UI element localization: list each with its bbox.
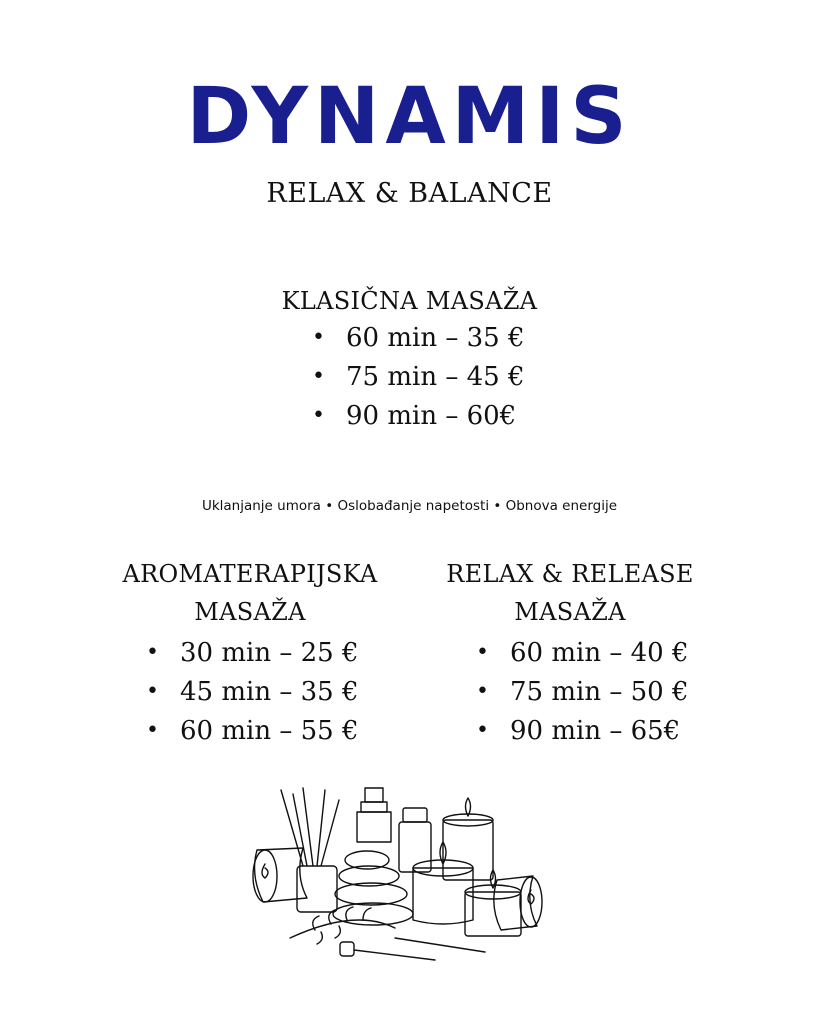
bullet-icon: •: [312, 364, 325, 389]
section-title-classic: KLASIČNA MASAŽA: [281, 287, 538, 315]
spa-items-illustration-icon: [245, 780, 545, 970]
bullet-icon: •: [146, 679, 159, 704]
bullet-icon: •: [312, 325, 325, 350]
price-list-release: [476, 633, 688, 750]
bullet-icon: •: [146, 640, 159, 665]
price-text: 60 min – 55 €: [180, 715, 359, 746]
price-list-aroma: [146, 633, 358, 750]
benefits-line: Uklanjanje umora • Oslobađanje napetosti • Obnova energije: [201, 498, 618, 514]
price-text: 60 min – 35 €: [346, 322, 525, 353]
list-item: [476, 711, 688, 750]
price-text: 75 min – 50 €: [510, 676, 689, 707]
price-text: 90 min – 60€: [346, 400, 517, 431]
bullet-icon: •: [146, 718, 159, 743]
price-text: 75 min – 45 €: [346, 361, 525, 392]
price-text: 90 min – 65€: [510, 715, 681, 746]
section-title-release: [410, 555, 730, 631]
title-line: MASAŽA: [514, 598, 626, 626]
bullet-icon: •: [312, 403, 325, 428]
bullet-icon: •: [476, 718, 489, 743]
list-item: [312, 318, 524, 357]
tagline: RELAX & BALANCE: [266, 178, 553, 209]
bullet-icon: •: [476, 679, 489, 704]
price-text: 30 min – 25 €: [180, 637, 359, 668]
list-item: [146, 633, 358, 672]
price-text: 45 min – 35 €: [180, 676, 359, 707]
price-text: 60 min – 40 €: [510, 637, 689, 668]
bullet-icon: •: [476, 640, 489, 665]
list-item: [146, 672, 358, 711]
list-item: [312, 357, 524, 396]
list-item: [312, 396, 524, 435]
list-item: [476, 672, 688, 711]
list-item: [146, 711, 358, 750]
title-line: RELAX & RELEASE: [446, 560, 694, 588]
list-item: [476, 633, 688, 672]
section-title-aroma: [90, 555, 410, 631]
brand-logo: DYNAMIS: [186, 72, 633, 162]
title-line: AROMATERAPIJSKA: [122, 560, 378, 588]
title-line: MASAŽA: [194, 598, 306, 626]
price-list-classic: [312, 318, 524, 435]
